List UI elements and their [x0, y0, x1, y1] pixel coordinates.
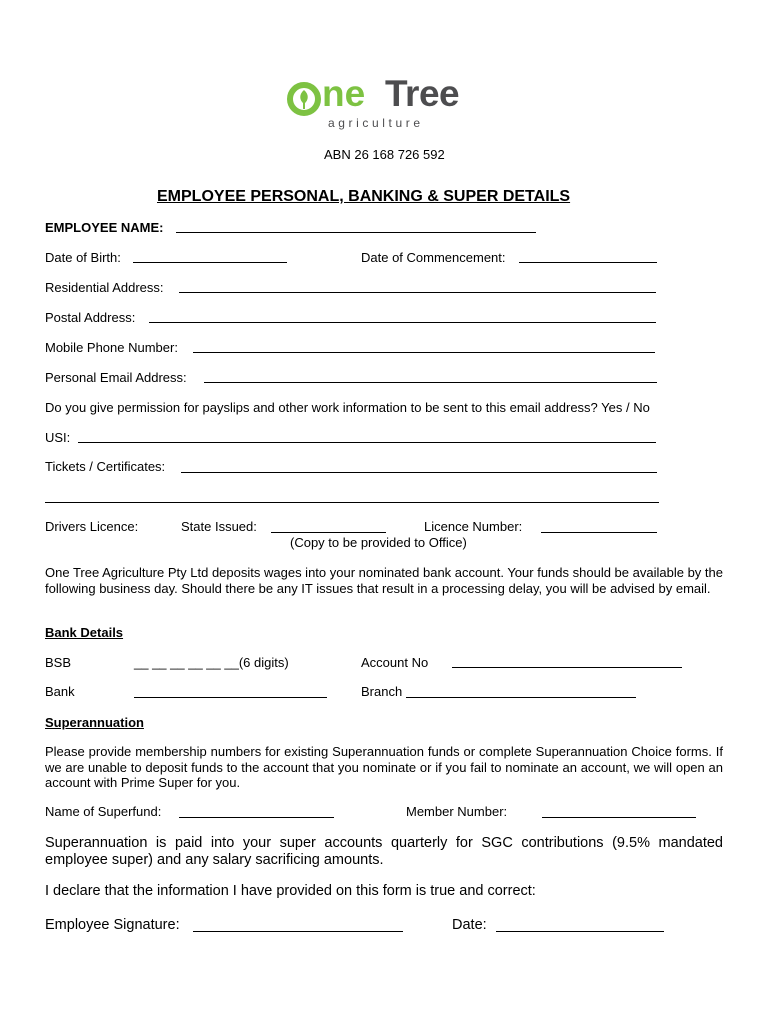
- personal-email-field[interactable]: [204, 382, 657, 383]
- mobile-phone-label: Mobile Phone Number:: [45, 340, 178, 355]
- tickets-certificates-label: Tickets / Certificates:: [45, 459, 166, 474]
- company-logo: [287, 72, 481, 138]
- date-of-commencement-field[interactable]: [519, 262, 657, 263]
- bank-field[interactable]: [134, 697, 327, 698]
- member-number-field[interactable]: [542, 817, 696, 818]
- abn-number: ABN 26 168 726 592: [324, 147, 445, 162]
- date-of-birth-field[interactable]: [133, 262, 287, 263]
- account-no-field[interactable]: [452, 667, 682, 668]
- logo-tagline: agriculture: [328, 116, 424, 130]
- residential-address-label: Residential Address:: [45, 280, 164, 295]
- employee-signature-label: Employee Signature:: [45, 917, 180, 933]
- logo-brand-one: ne: [322, 73, 366, 114]
- deposit-paragraph: One Tree Agriculture Pty Ltd deposits wages into your nominated bank account. Your funds should be available by the following business day. Should there be any IT issues that result in a processing delay, you will be advised by email.: [45, 565, 723, 596]
- superannuation-paragraph: Please provide membership numbers for existing Superannuation funds or complete Superannuation Choice forms. If we are unable to deposit funds to the account that you nominate or if you fail to nominate an account, we will open an account with Prime Super for you.: [45, 744, 723, 790]
- bsb-field[interactable]: __ __ __ __ __ __(6 digits): [134, 655, 289, 670]
- superfund-name-label: Name of Superfund:: [45, 804, 162, 819]
- superannuation-heading: Superannuation: [45, 715, 144, 730]
- bank-label: Bank: [45, 684, 75, 699]
- drivers-licence-label: Drivers Licence:: [45, 519, 139, 534]
- date-of-birth-label: Date of Birth:: [45, 250, 121, 265]
- bank-details-heading: Bank Details: [45, 625, 124, 640]
- email-permission-question: Do you give permission for payslips and other work information to be sent to this email address? Yes / No: [45, 400, 650, 415]
- member-number-label: Member Number:: [406, 804, 508, 819]
- date-of-commencement-label: Date of Commencement:: [361, 250, 506, 265]
- state-issued-field[interactable]: [271, 532, 386, 533]
- tickets-certificates-field[interactable]: [181, 472, 657, 473]
- usi-field[interactable]: [78, 442, 656, 443]
- declaration-statement: I declare that the information I have provided on this form is true and correct:: [45, 883, 536, 899]
- logo-brand-tree: Tree: [385, 73, 460, 114]
- licence-number-label: Licence Number:: [424, 519, 523, 534]
- page-title: EMPLOYEE PERSONAL, BANKING & SUPER DETAILS: [157, 188, 571, 205]
- copy-note: (Copy to be provided to Office): [290, 535, 467, 550]
- sgc-paragraph: Superannuation is paid into your super accounts quarterly for SGC contributions (9.5% mandated employee super) and any salary sacrificing amounts.: [45, 835, 723, 868]
- tickets-certificates-field-2[interactable]: [45, 502, 659, 503]
- branch-field[interactable]: [406, 697, 636, 698]
- superfund-name-field[interactable]: [179, 817, 334, 818]
- state-issued-label: State Issued:: [181, 519, 257, 534]
- licence-number-field[interactable]: [541, 532, 657, 533]
- postal-address-label: Postal Address:: [45, 310, 136, 325]
- postal-address-field[interactable]: [149, 322, 656, 323]
- residential-address-field[interactable]: [179, 292, 656, 293]
- declaration-date-label: Date:: [452, 917, 487, 933]
- personal-email-label: Personal Email Address:: [45, 370, 187, 385]
- declaration-date-field[interactable]: [496, 931, 664, 932]
- employee-signature-field[interactable]: [193, 931, 403, 932]
- usi-label: USI:: [45, 430, 71, 445]
- account-no-label: Account No: [361, 655, 429, 670]
- bsb-label: BSB: [45, 655, 72, 670]
- tree-leaf-icon: [287, 82, 321, 116]
- employee-name-label: EMPLOYEE NAME:: [45, 220, 164, 235]
- employee-name-field[interactable]: [176, 232, 536, 233]
- mobile-phone-field[interactable]: [193, 352, 655, 353]
- branch-label: Branch: [361, 684, 403, 699]
